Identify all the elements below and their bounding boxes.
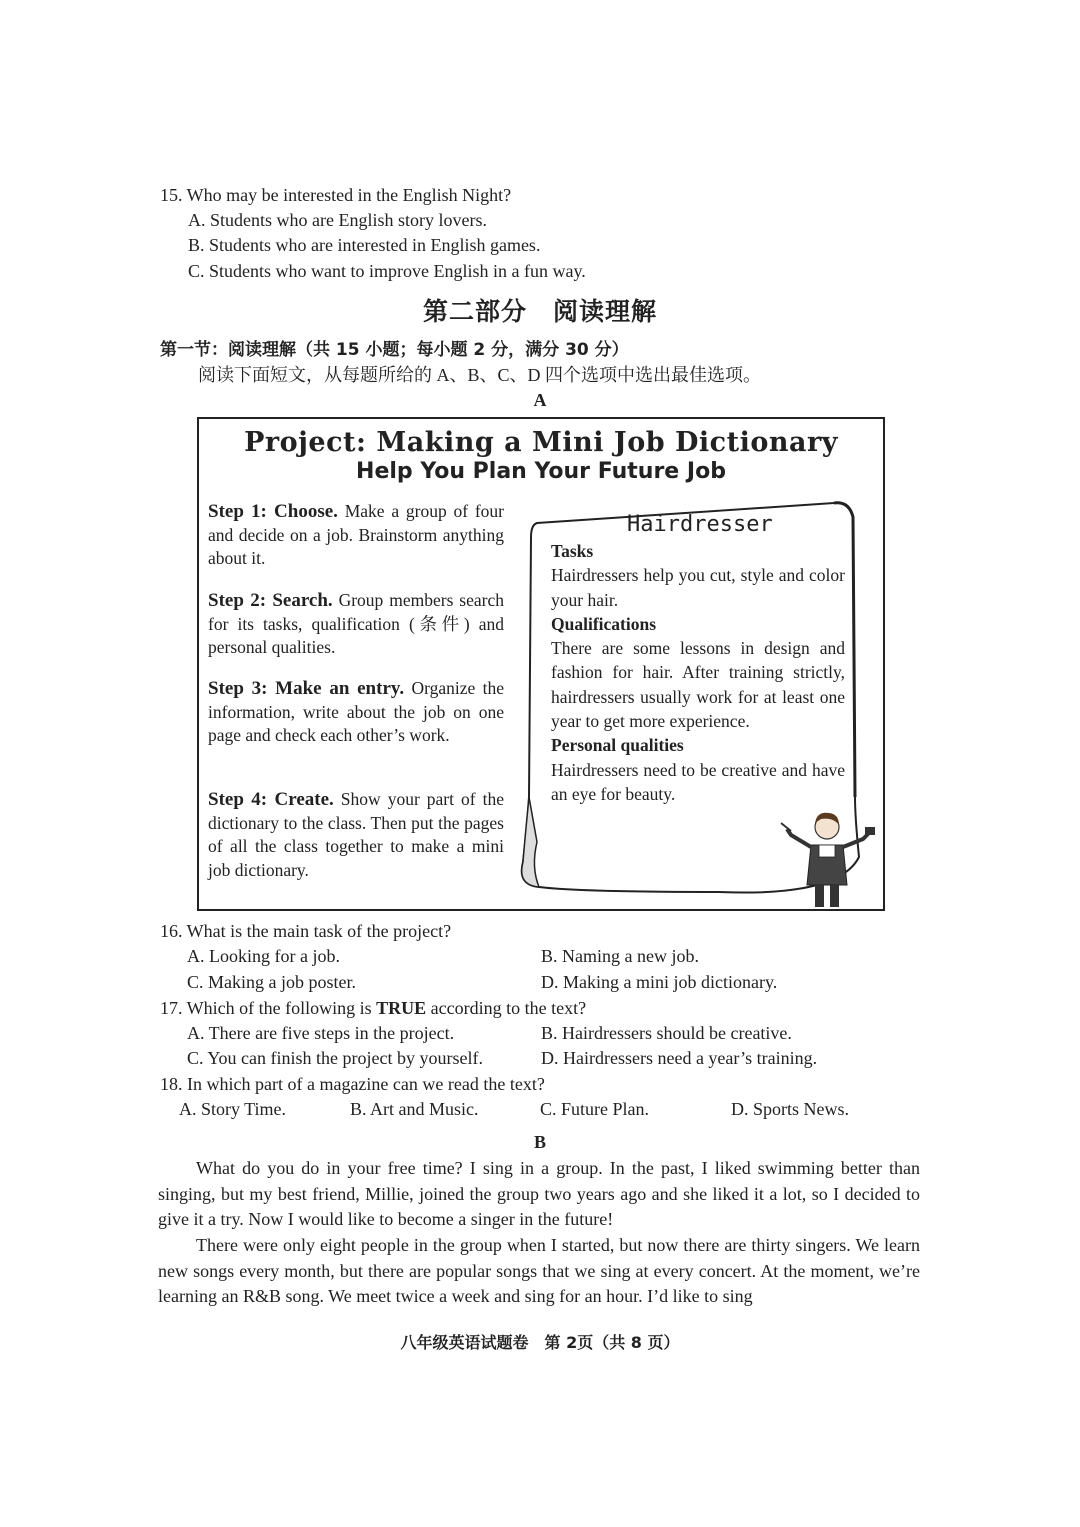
passage-b-letter: B — [533, 1132, 546, 1152]
card-title: Hairdresser — [627, 512, 773, 537]
page-footer: 八年级英语试题卷 第 2页（共 8 页） — [400, 1333, 680, 1352]
step-3 — [208, 677, 504, 748]
q16-option-c: C. Making a job poster. — [187, 972, 356, 992]
q17-option-a: A. There are five steps in the project. — [187, 1023, 455, 1043]
step-2 — [208, 589, 504, 660]
q18-option-d: D. Sports News. — [731, 1099, 850, 1119]
q18-option-b: B. Art and Music. — [350, 1099, 479, 1119]
q17-stem — [160, 997, 586, 1019]
hairdresser-illustration — [777, 805, 877, 911]
step-4-label: Step 4: Create. — [208, 789, 334, 810]
part2-title: 第二部分 阅读理解 — [422, 299, 657, 326]
project-subtitle: Help You Plan Your Future Job — [356, 459, 726, 484]
step-1-text: Make a group of four and decide on a job. Brainstorm anything about it. — [208, 501, 504, 568]
q15-option-b: B. Students who are interested in English games. — [188, 235, 541, 255]
hairdresser-card — [551, 539, 845, 806]
q15-option-a: A. Students who are English story lovers. — [188, 210, 487, 230]
step-1-label: Step 1: Choose. — [208, 501, 338, 522]
q15-stem: 15. Who may be interested in the English Night? — [160, 185, 512, 205]
card-tasks-text: Hairdressers help you cut, style and color your hair. — [551, 565, 845, 610]
q17-stem-post: according to the text? — [426, 998, 587, 1018]
card-tasks-heading: Tasks — [551, 541, 594, 561]
step-4 — [208, 788, 504, 882]
q16-option-a: A. Looking for a job. — [187, 946, 340, 966]
section1-instruction: 阅读下面短文，从每题所给的 A、B、C、D 四个选项中选出最佳选项。 — [198, 365, 762, 385]
q17-stem-bold: TRUE — [376, 998, 427, 1018]
card-qual-text: There are some lessons in design and fashion for hair. After training strictly, hairdressers usually work for at least one year to get more experience. — [551, 638, 845, 732]
q17-stem-pre: 17. Which of the following is — [160, 998, 377, 1018]
card-qual-heading: Qualifications — [551, 613, 657, 634]
card-pq-text: Hairdressers need to be creative and have an eye for beauty. — [551, 759, 845, 804]
q16-option-b: B. Naming a new job. — [541, 946, 699, 966]
q17-option-b: B. Hairdressers should be creative. — [541, 1023, 792, 1043]
q17-option-d: D. Hairdressers need a year’s training. — [541, 1048, 818, 1068]
section1-heading: 第一节：阅读理解（共 15 小题；每小题 2 分，满分 30 分） — [160, 340, 629, 360]
step-2-text: Group members search for its tasks, qualification (条件) and personal qualities. — [208, 590, 504, 657]
q16-option-d: D. Making a mini job dictionary. — [541, 972, 778, 992]
step-3-label: Step 3: Make an entry. — [208, 678, 405, 699]
project-box — [197, 417, 885, 911]
passage-a-letter: A — [533, 390, 547, 410]
q18-option-a: A. Story Time. — [179, 1099, 287, 1119]
step-4-text: Show your part of the dictionary to the class. Then put the pages of all the class together to make a mini job dictionary. — [208, 789, 504, 880]
q15-option-c: C. Students who want to improve English in a fun way. — [188, 261, 586, 281]
q18-stem: 18. In which part of a magazine can we read the text? — [160, 1074, 545, 1094]
q16-stem: 16. What is the main task of the project? — [160, 921, 452, 941]
passage-b-paragraph-2: There were only eight people in the group when I started, but now there are thirty singers. We learn new songs every month, but there are popular songs that we sing at every concert. At the moment, we’re learning an R&B song. We meet twice a week and sing for an hour. I’d like to sing — [158, 1235, 920, 1307]
card-pq-heading: Personal qualities — [551, 735, 684, 756]
passage-b-paragraph-1: What do you do in your free time? I sing in a group. In the past, I liked swimming better than singing, but my best friend, Millie, joined the group two years ago and she liked it a lot, so I decided to give it a try. Now I would like to become a singer in the future! — [158, 1158, 920, 1230]
q18-option-c: C. Future Plan. — [540, 1099, 650, 1119]
step-1 — [208, 500, 504, 571]
q17-option-c: C. You can finish the project by yourself. — [187, 1048, 483, 1068]
project-title: Project: Making a Mini Job Dictionary — [244, 427, 838, 458]
step-2-label: Step 2: Search. — [208, 590, 333, 611]
step-3-text: Organize the information, write about the job on one page and check each other’s work. — [208, 678, 504, 745]
